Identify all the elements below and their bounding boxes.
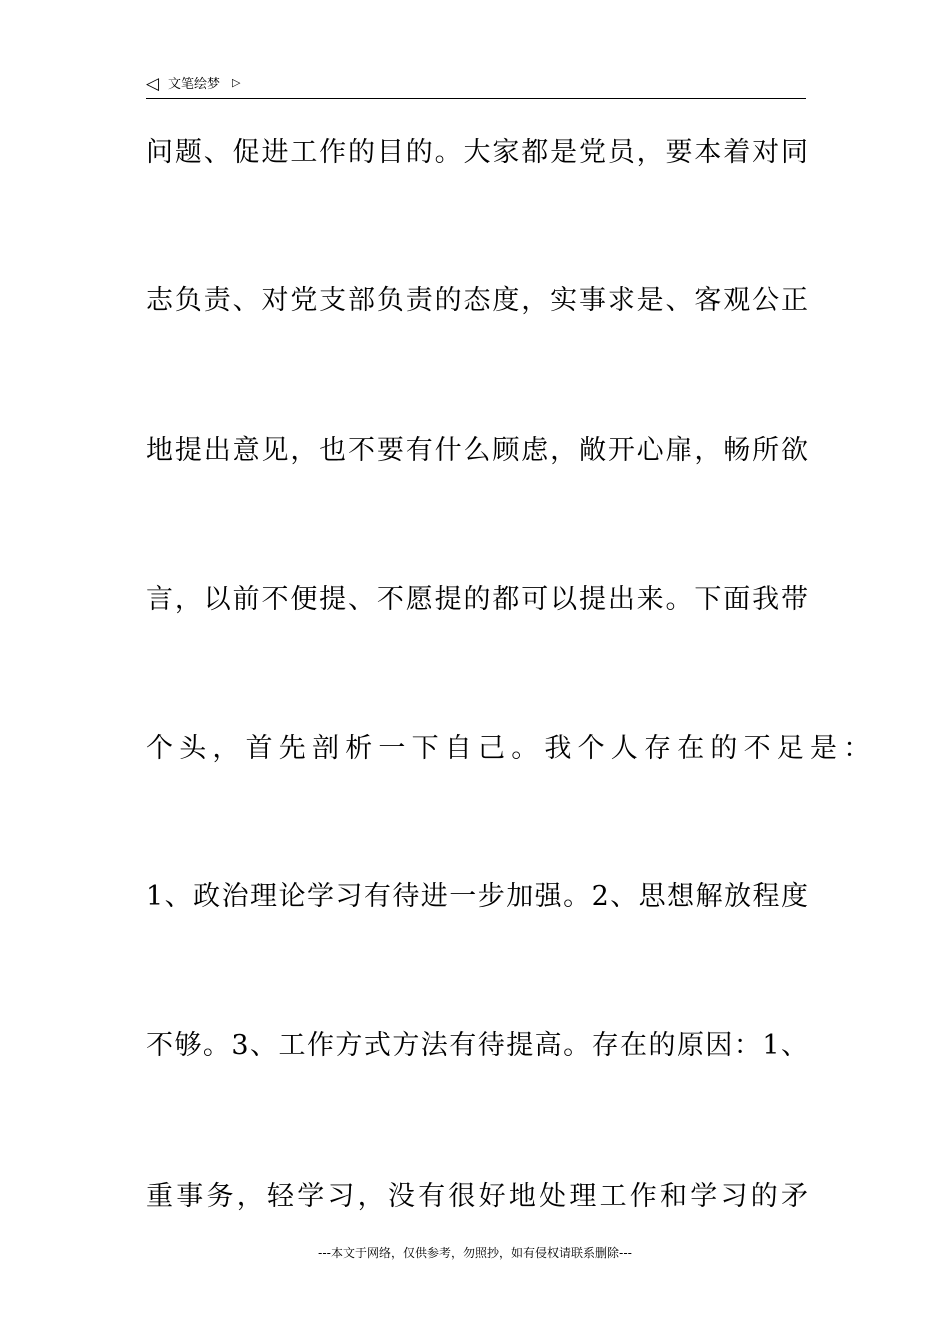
body-line-5: 个头，首先剖析一下自己。我个人存在的不足是： bbox=[146, 733, 877, 764]
footer-notice: ---本文于网络，仅供参考，勿照抄，如有侵权请联系删除--- bbox=[318, 1246, 632, 1260]
body-line-4: 言，以前不便提、不愿提的都可以提出来。下面我带 bbox=[146, 584, 808, 615]
body-line-6: 1、政治理论学习有待进一步加强。2、思想解放程度 bbox=[146, 881, 808, 912]
body-line-3: 地提出意见，也不要有什么顾虑，敞开心扉，畅所欲 bbox=[146, 435, 808, 466]
left-triangle-icon: ◁ bbox=[146, 74, 160, 94]
right-triangle-icon: ▷ bbox=[232, 76, 241, 89]
header-brand: 文笔绘梦 bbox=[168, 77, 221, 92]
body-line-1: 问题、促进工作的目的。大家都是党员，要本着对同 bbox=[146, 137, 808, 168]
body-line-2: 志负责、对党支部负责的态度，实事求是、客观公正 bbox=[146, 285, 808, 316]
body-line-8: 重事务，轻学习，没有很好地处理工作和学习的矛 bbox=[146, 1181, 808, 1212]
page-header bbox=[146, 72, 806, 99]
body-line-7: 不够。3、工作方式方法有待提高。存在的原因：1、 bbox=[146, 1030, 808, 1061]
